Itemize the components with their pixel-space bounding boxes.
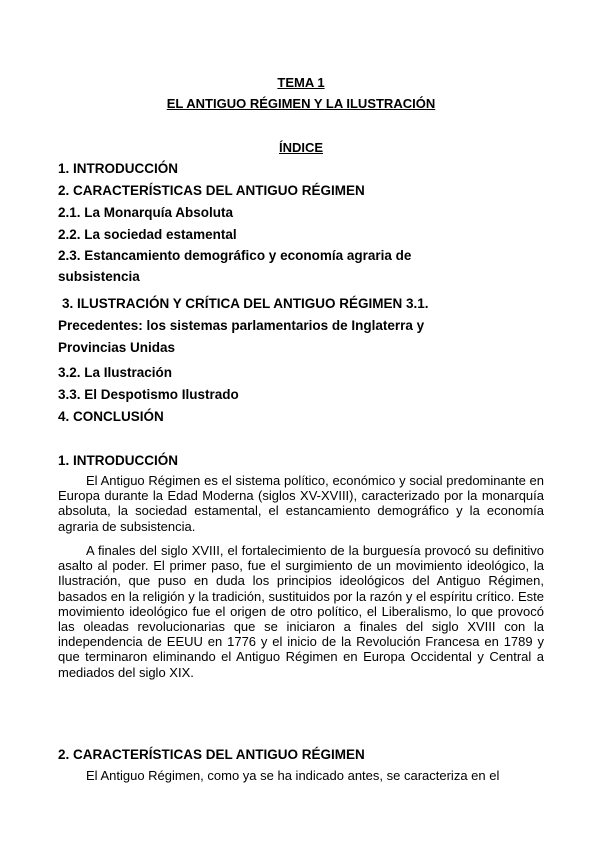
index-heading: ÍNDICE [278,140,324,155]
toc-item: 2. CARACTERÍSTICAS DEL ANTIGUO RÉGIMEN [58,183,365,198]
section-2-paragraph-1: El Antiguo Régimen, como ya se ha indicado antes, se caracteriza en el [86,768,500,783]
toc-item: subsistencia [58,269,140,284]
document-page [58,0,544,848]
section-1-heading: 1. INTRODUCCIÓN [58,453,179,468]
section-2-heading: 2. CARACTERÍSTICAS DEL ANTIGUO RÉGIMEN [58,747,365,762]
toc-item: 1. INTRODUCCIÓN [58,161,179,176]
toc-item: 3.2. La Ilustración [58,365,173,380]
tema-label: TEMA 1 [277,75,325,90]
section-1-paragraph-1: El Antiguo Régimen es el sistema político, económico y social predominante en Europa durante la Edad Moderna (siglos XV-XVIII), caracterizado por la monarquía absoluta, la sociedad estamental, el estancamiento demográfico y la economía agraria de subsistencia. [58,473,544,534]
toc-item: 2.2. La sociedad estamental [58,227,237,242]
toc-item: 2.3. Estancamiento demográfico y economía agraria de [58,248,412,263]
toc-item: Precedentes: los sistemas parlamentarios de Inglaterra y [58,318,425,333]
document-title: EL ANTIGUO RÉGIMEN Y LA ILUSTRACIÓN [166,96,436,111]
toc-item: 3.3. El Despotismo Ilustrado [58,387,239,402]
toc-item: 2.1. La Monarquía Absoluta [58,205,234,220]
toc-item: 3. ILUSTRACIÓN Y CRÍTICA DEL ANTIGUO RÉGIMEN 3.1. [62,296,429,311]
section-1-paragraph-2: A finales del siglo XVIII, el fortalecimiento de la burguesía provocó su definitivo asalto al poder. El primer paso, fue el surgimiento de un movimiento ideológico, la Ilustración, que puso en duda los principios ideológicos del Antiguo Régimen, basados en la religión y la tradición, sustituidos por la razón y el espíritu crítico. Este movimiento ideológico fue el origen de otro político, el Liberalismo, lo que provocó las oleadas revolucionarias que se iniciaron a finales del siglo XVIII con la independencia de EEUU en 1776 y el inicio de la Revolución Francesa en 1789 y que terminaron eliminando el Antiguo Régimen en Europa Occidental y Central a mediados del siglo XIX. [58,543,544,680]
toc-item: Provincias Unidas [58,340,176,355]
toc-item: 4. CONCLUSIÓN [58,409,164,424]
